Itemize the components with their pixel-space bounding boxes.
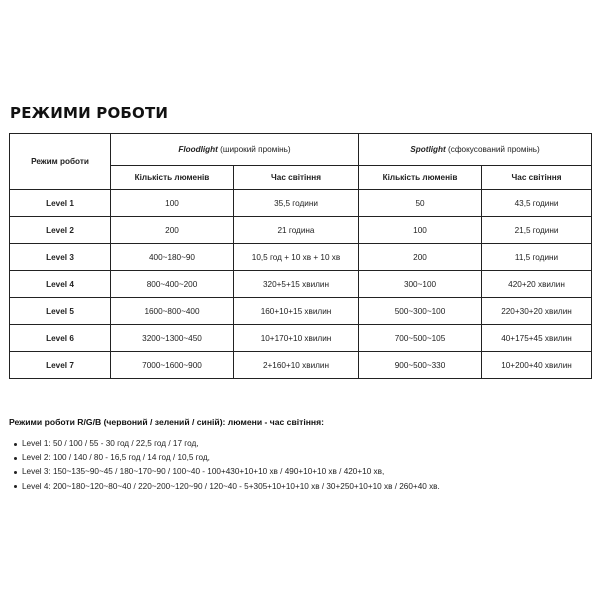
table-cell: 500~300~100	[359, 298, 482, 325]
table-cell: 320+5+15 хвилин	[234, 271, 359, 298]
table-cell: 10+170+10 хвилин	[234, 325, 359, 352]
bullet-icon	[14, 485, 17, 488]
table-cell: 160+10+15 хвилин	[234, 298, 359, 325]
rgb-section-title: Режими роботи R/G/B (червоний / зелений / синій): люмени - час світіння:	[9, 417, 324, 427]
table-header-row	[10, 134, 592, 166]
rgb-list	[14, 437, 440, 494]
table-cell: 220+30+20 хвилин	[482, 298, 592, 325]
page-title: РЕЖИМИ РОБОТИ	[10, 104, 169, 122]
list-item: Level 4: 200~180~120~80~40 / 220~200~120~90 / 120~40 - 5+305+10+10+10 хв / 30+250+10+10 хв / 260+40 хв.	[14, 480, 440, 494]
mode-cell: Level 2	[10, 217, 111, 244]
table-cell: 700~500~105	[359, 325, 482, 352]
table-cell: 2+160+10 хвилин	[234, 352, 359, 379]
bullet-icon	[14, 443, 17, 446]
list-item: Level 2: 100 / 140 / 80 - 16,5 год / 14 год / 10,5 год,	[14, 451, 440, 465]
bullet-icon	[14, 457, 17, 460]
mode-cell: Level 6	[10, 325, 111, 352]
mode-cell: Level 7	[10, 352, 111, 379]
table-cell: 21,5 години	[482, 217, 592, 244]
floodlight-group-header: Floodlight (широкий промінь)	[111, 134, 359, 166]
table-cell: 3200~1300~450	[111, 325, 234, 352]
mode-cell: Level 3	[10, 244, 111, 271]
mode-cell: Level 4	[10, 271, 111, 298]
floodlight-lumens-header: Кількість люменів	[111, 166, 234, 190]
table-row	[10, 352, 592, 379]
list-item: Level 1: 50 / 100 / 55 - 30 год / 22,5 год / 17 год,	[14, 437, 440, 451]
table-cell: 50	[359, 190, 482, 217]
mode-cell: Level 1	[10, 190, 111, 217]
spotlight-lumens-header: Кількість люменів	[359, 166, 482, 190]
table-cell: 10,5 год + 10 хв + 10 хв	[234, 244, 359, 271]
table-cell: 1600~800~400	[111, 298, 234, 325]
mode-column-header: Режим роботи	[10, 134, 111, 190]
table-cell: 420+20 хвилин	[482, 271, 592, 298]
table-cell: 200	[111, 217, 234, 244]
mode-cell: Level 5	[10, 298, 111, 325]
table-cell: 800~400~200	[111, 271, 234, 298]
table-cell: 400~180~90	[111, 244, 234, 271]
floodlight-time-header: Час світіння	[234, 166, 359, 190]
table-cell: 40+175+45 хвилин	[482, 325, 592, 352]
table-cell: 200	[359, 244, 482, 271]
list-item: Level 3: 150~135~90~45 / 180~170~90 / 100~40 - 100+430+10+10 хв / 490+10+10 хв / 420+10 хв,	[14, 465, 440, 479]
spotlight-group-header: Spotlight (сфокусований промінь)	[359, 134, 592, 166]
table-cell: 11,5 години	[482, 244, 592, 271]
table-cell: 43,5 години	[482, 190, 592, 217]
table-cell: 10+200+40 хвилин	[482, 352, 592, 379]
table-cell: 900~500~330	[359, 352, 482, 379]
table-row	[10, 190, 592, 217]
table-cell: 100	[359, 217, 482, 244]
bullet-icon	[14, 471, 17, 474]
table-row	[10, 217, 592, 244]
table-row	[10, 325, 592, 352]
table-row	[10, 271, 592, 298]
table-cell: 21 година	[234, 217, 359, 244]
modes-table	[9, 133, 592, 379]
table-cell: 35,5 години	[234, 190, 359, 217]
table-row	[10, 298, 592, 325]
table-cell: 7000~1600~900	[111, 352, 234, 379]
table-cell: 300~100	[359, 271, 482, 298]
table-row	[10, 244, 592, 271]
table-cell: 100	[111, 190, 234, 217]
spotlight-time-header: Час світіння	[482, 166, 592, 190]
